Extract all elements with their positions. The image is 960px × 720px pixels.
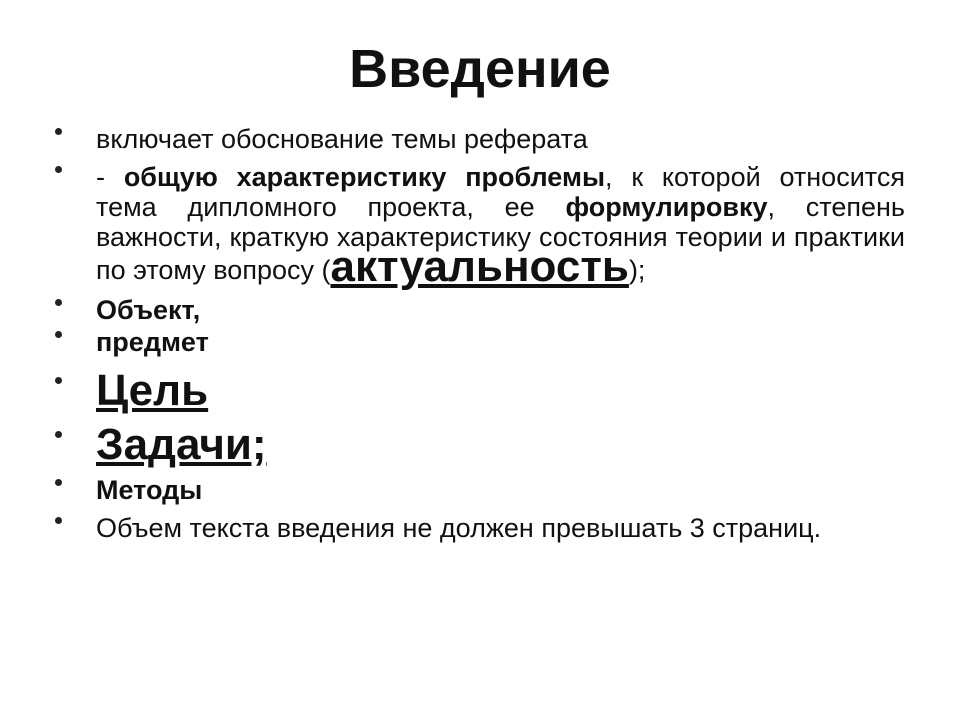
bullet-dot-icon bbox=[55, 377, 62, 384]
bullet-dot-icon bbox=[55, 431, 62, 438]
list-item-goal bbox=[55, 367, 905, 415]
list-item-object bbox=[55, 295, 905, 325]
list-item-methods bbox=[55, 475, 905, 505]
problem-text-1: , к которой относится тема дипломного проекта, ее bbox=[96, 162, 905, 222]
bullet-dot-icon bbox=[55, 166, 62, 173]
list-item-intro bbox=[55, 124, 905, 154]
bullet-dot-icon bbox=[55, 299, 62, 306]
tasks-text: Задачи; bbox=[96, 420, 267, 469]
list-item-volume bbox=[55, 513, 905, 543]
bullet-dot-icon bbox=[55, 517, 62, 524]
bullet-dot-icon bbox=[55, 331, 62, 338]
bullet-dot-icon bbox=[55, 479, 62, 486]
problem-text-2: , степень важности, краткую характеристику состояния теории и практики по этому вопросу ( bbox=[96, 192, 905, 285]
problem-bold-1: общую характеристику проблемы bbox=[123, 162, 605, 192]
relevance-word: актуальность bbox=[330, 242, 629, 291]
volume-text: Объем текста введения не должен превышать 3 страниц. bbox=[96, 513, 822, 543]
bullet-list bbox=[55, 124, 905, 551]
subject-text: предмет bbox=[96, 327, 209, 357]
object-text: Объект, bbox=[96, 295, 201, 325]
list-item-problem bbox=[55, 162, 905, 291]
intro-text: включает обоснование темы реферата bbox=[96, 124, 588, 154]
methods-text: Методы bbox=[96, 475, 203, 505]
goal-text: Цель bbox=[96, 366, 209, 415]
problem-bold-2: формулировку bbox=[565, 192, 768, 222]
list-item-tasks bbox=[55, 421, 905, 469]
slide-title: Введение bbox=[349, 39, 611, 99]
problem-text-3: ); bbox=[628, 255, 646, 285]
bullet-dot-icon bbox=[55, 128, 62, 135]
problem-prefix: - bbox=[96, 162, 105, 192]
list-item-subject bbox=[55, 327, 905, 357]
